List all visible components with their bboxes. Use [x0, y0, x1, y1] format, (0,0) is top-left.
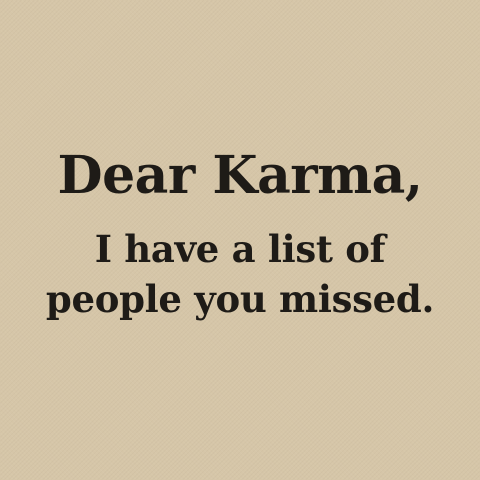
quote-line-2: I have a list of	[94, 227, 386, 271]
quote-line-1: Dear Karma,	[57, 145, 423, 206]
quote-line-3: people you missed.	[45, 277, 435, 321]
